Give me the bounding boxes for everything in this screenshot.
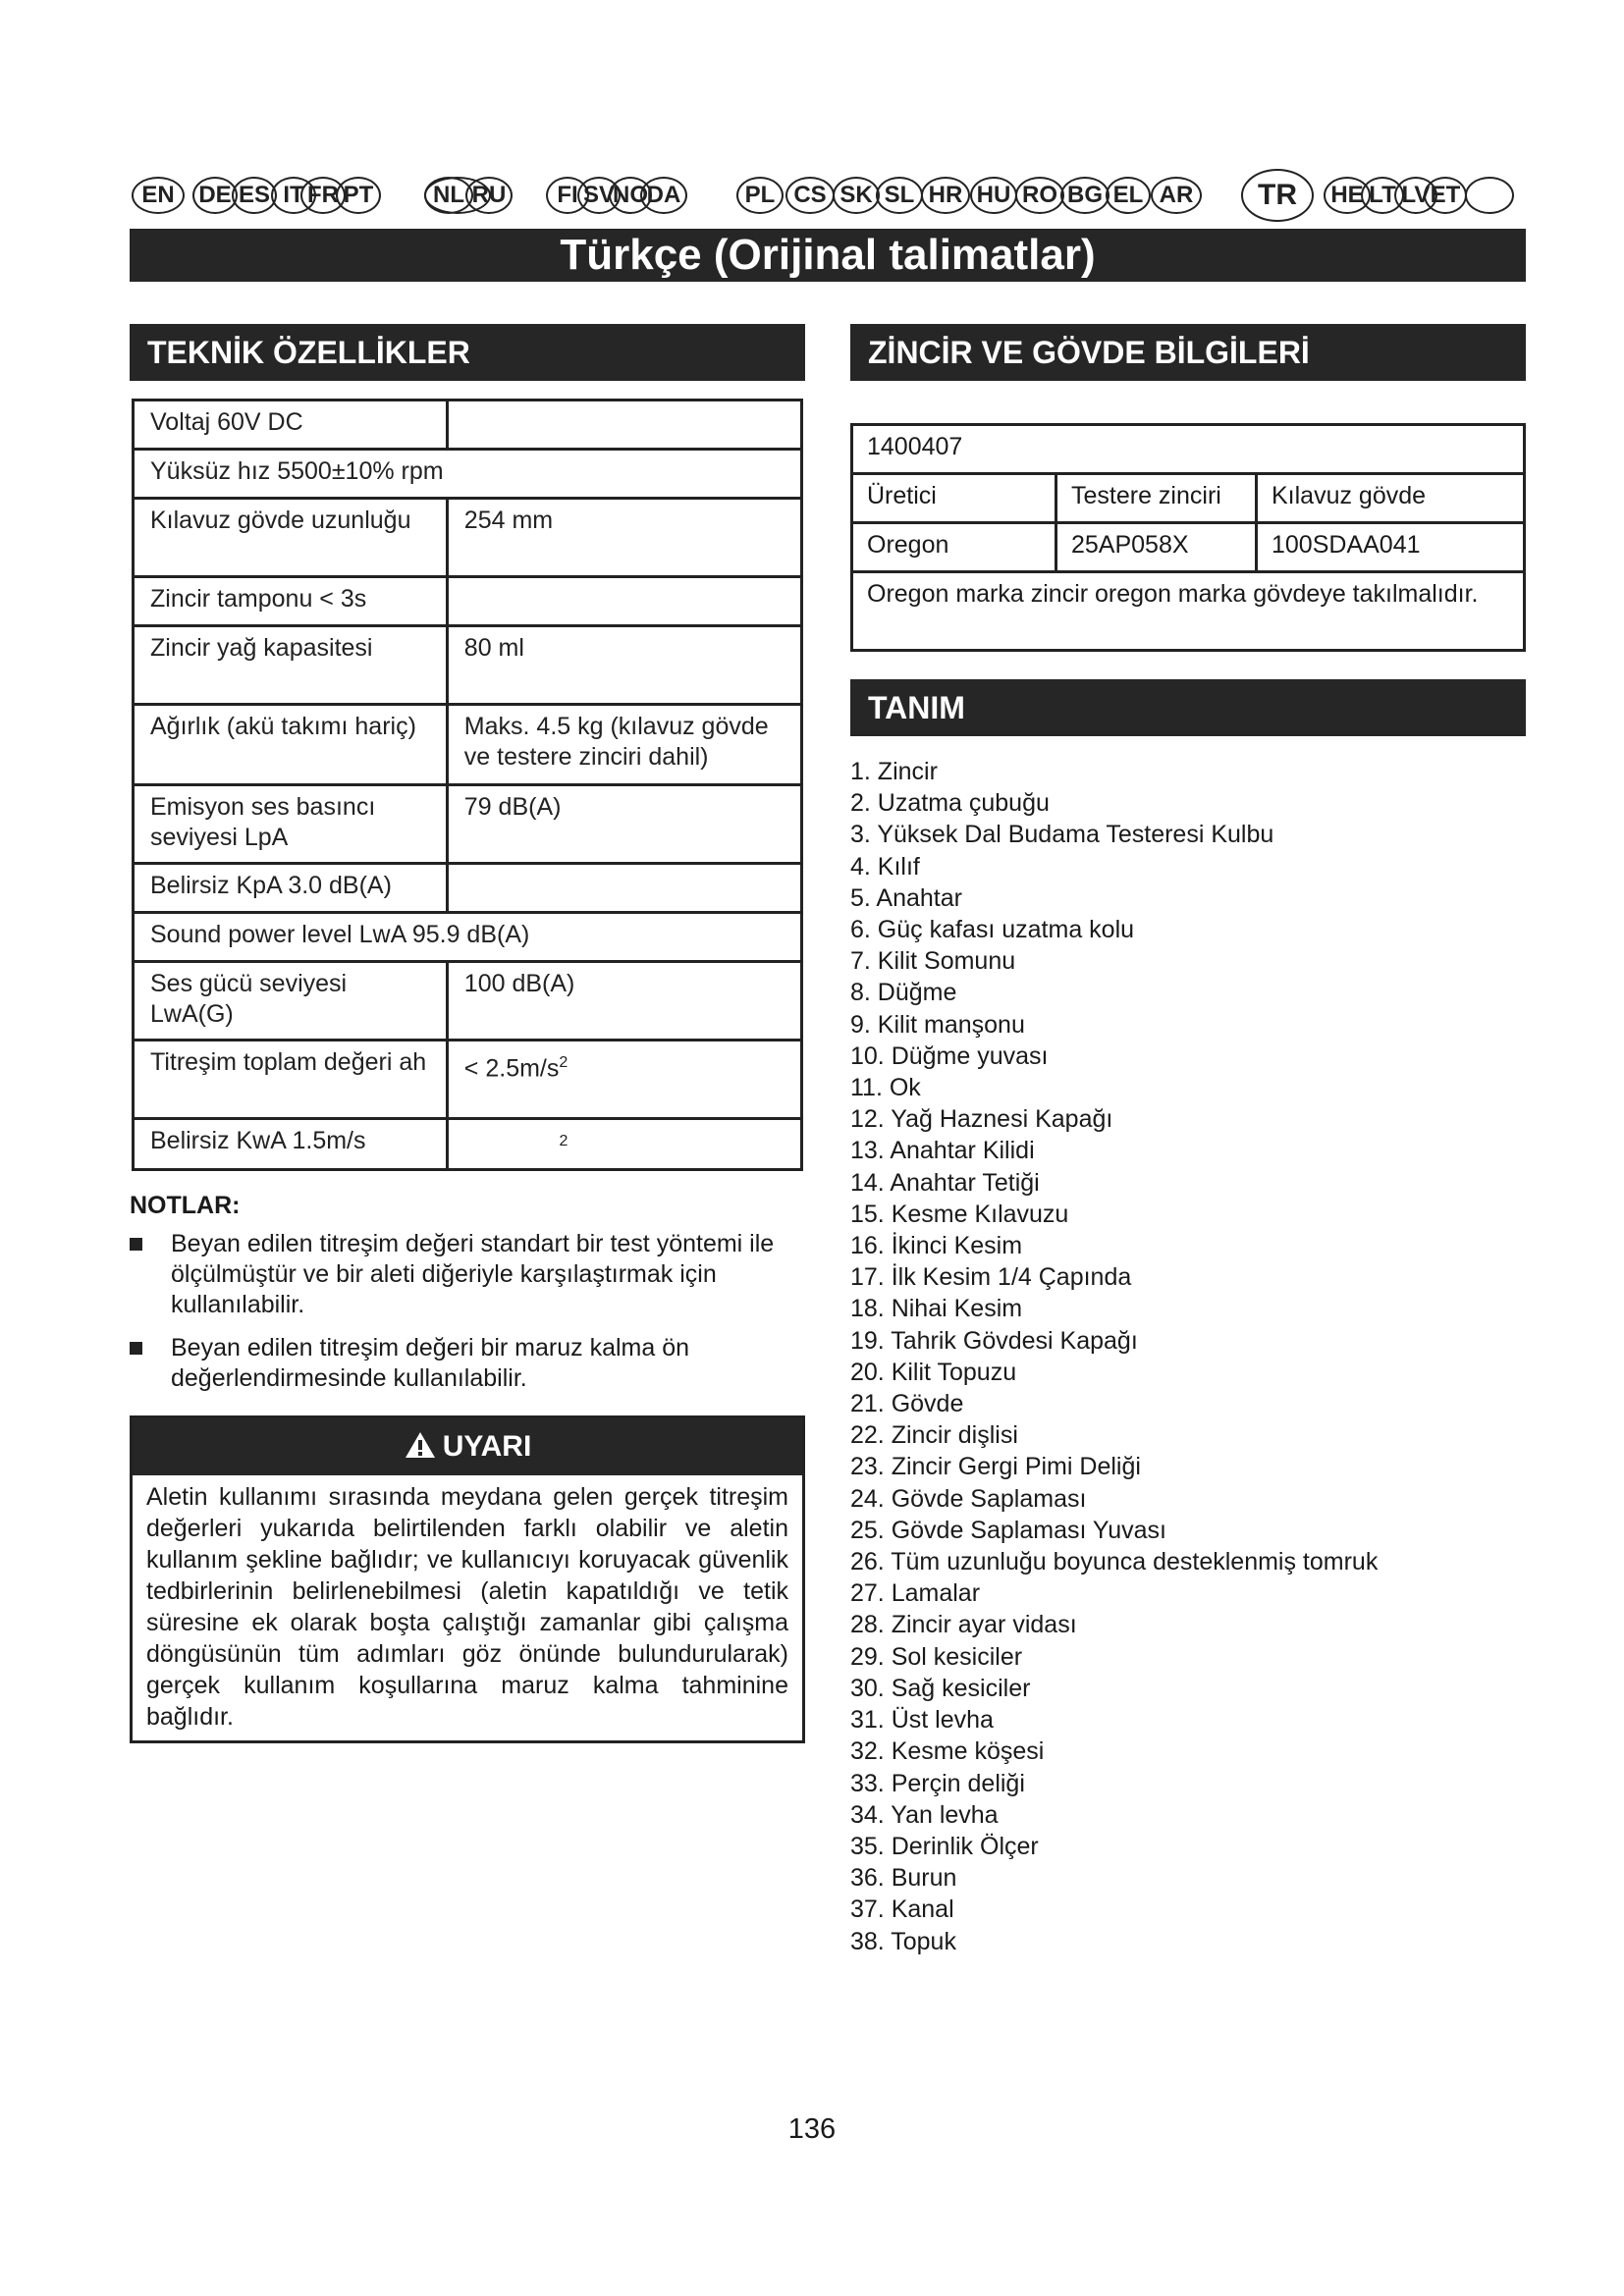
- list-item: 19. Tahrik Gövdesi Kapağı: [850, 1326, 1138, 1355]
- lang-tab-lt[interactable]: LT: [1361, 177, 1404, 214]
- table-cell: Oregon: [852, 523, 1056, 572]
- spec-value-cell: [447, 1119, 801, 1170]
- spec-label: Emisyon ses basıncı seviyesi LpA: [134, 785, 448, 864]
- list-item: 10. Düğme yuvası: [850, 1041, 1049, 1070]
- page-number: 136: [787, 2113, 837, 2145]
- note-text: Beyan edilen titreşim değeri bir maruz kalma ön değerlendirmesinde kullanılabilir.: [171, 1334, 690, 1392]
- lang-tab-lv[interactable]: LV: [1394, 177, 1437, 214]
- list-item: 16. İkinci Kesim: [850, 1232, 1023, 1260]
- spec-value: Maks. 4.5 kg (kılavuz gövde ve testere zinciri dahil): [447, 705, 801, 785]
- list-item: 17. İlk Kesim 1/4 Çapında: [850, 1263, 1132, 1292]
- list-item: 29. Sol kesiciler: [850, 1642, 1023, 1671]
- spec-label: Zincir tamponu < 3s: [134, 577, 448, 626]
- list-item: 28. Zincir ayar vidası: [850, 1611, 1077, 1639]
- list-item: 14. Anahtar Tetiği: [850, 1168, 1040, 1197]
- superscript: 2: [559, 1133, 568, 1149]
- table-row: [134, 626, 802, 705]
- list-item: 35. Derinlik Ölçer: [850, 1832, 1039, 1860]
- table-row: [134, 450, 802, 499]
- bullet-icon: [130, 1342, 142, 1355]
- warning-title: UYARI: [442, 1430, 532, 1463]
- lang-tab-sk[interactable]: SK: [833, 177, 880, 214]
- spec-value: 80 ml: [447, 626, 801, 705]
- list-item: 3. Yüksek Dal Budama Testeresi Kulbu: [850, 821, 1274, 849]
- lang-tab-en[interactable]: EN: [132, 177, 185, 214]
- table-cell: 25AP058X: [1056, 523, 1257, 572]
- list-item: 38. Topuk: [850, 1927, 956, 1955]
- list-item: 27. Lamalar: [850, 1579, 981, 1608]
- table-row: [852, 572, 1525, 651]
- table-row: [852, 425, 1525, 474]
- spec-label: Ağırlık (akü takımı hariç): [134, 705, 448, 785]
- spec-value: 79 dB(A): [447, 785, 801, 864]
- lang-tab-el[interactable]: EL: [1106, 177, 1151, 214]
- specs-table: [132, 399, 803, 1171]
- table-row: [134, 785, 802, 864]
- lang-tab-sv[interactable]: SV: [577, 177, 621, 214]
- table-row: [134, 913, 802, 962]
- list-item: 21. Gövde: [850, 1390, 964, 1418]
- description-heading: TANIM: [850, 679, 1526, 736]
- list-item: 30. Sağ kesiciler: [850, 1674, 1031, 1702]
- lang-tab-blank-end: [1465, 177, 1514, 214]
- parts-list: [850, 756, 1378, 1957]
- table-row: [134, 864, 802, 913]
- list-item: 25. Gövde Saplaması Yuvası: [850, 1516, 1166, 1544]
- list-item: 22. Zincir dişlisi: [850, 1421, 1018, 1450]
- spec-label: Belirsiz KwA 1.5m/s: [134, 1119, 448, 1170]
- lang-tab-hu[interactable]: HU: [970, 177, 1017, 214]
- specs-heading: TEKNİK ÖZELLİKLER: [130, 324, 805, 381]
- list-item: 34. Yan levha: [850, 1800, 999, 1829]
- lang-tab-sl[interactable]: SL: [876, 177, 923, 214]
- list-item: 18. Nihai Kesim: [850, 1295, 1023, 1323]
- chain-note: Oregon marka zincir oregon marka gövdeye takılmalıdır.: [852, 572, 1525, 651]
- spec-label: Voltaj 60V DC: [134, 400, 448, 450]
- spec-value-cell: [447, 1041, 801, 1119]
- spec-label: Yüksüz hız 5500±10% rpm: [134, 450, 802, 499]
- lang-tab-ar[interactable]: AR: [1151, 177, 1202, 214]
- spec-label: Kılavuz gövde uzunluğu: [134, 499, 448, 577]
- list-item: 31. Üst levha: [850, 1706, 994, 1735]
- superscript: 2: [559, 1054, 568, 1071]
- column-header: Kılavuz gövde: [1257, 474, 1525, 523]
- list-item: 2. Uzatma çubuğu: [850, 789, 1050, 818]
- lang-tab-de[interactable]: DE: [192, 177, 238, 214]
- list-item: 5. Anahtar: [850, 883, 962, 912]
- list-item: 9. Kilit manşonu: [850, 1010, 1025, 1039]
- list-item: 4. Kılıf: [850, 852, 920, 881]
- lang-tab-pt[interactable]: PT: [336, 177, 381, 214]
- list-item: 8. Düğme: [850, 979, 957, 1007]
- table-row: [134, 400, 802, 450]
- bullet-icon: [130, 1238, 142, 1251]
- lang-tab-no[interactable]: NO: [609, 177, 652, 214]
- lang-tab-es[interactable]: ES: [232, 177, 277, 214]
- spec-label: Belirsiz KpA 3.0 dB(A): [134, 864, 448, 913]
- list-item: 11. Ok: [850, 1074, 921, 1102]
- note-item: [130, 1229, 807, 1320]
- lang-tab-cs[interactable]: CS: [785, 177, 835, 214]
- table-row: [134, 705, 802, 785]
- table-row: [134, 1041, 802, 1119]
- model-number: 1400407: [852, 425, 1525, 474]
- lang-tab-hr[interactable]: HR: [921, 177, 970, 214]
- lang-tab-pl[interactable]: PL: [736, 177, 784, 214]
- column-header: Üretici: [852, 474, 1056, 523]
- list-item: 20. Kilit Topuzu: [850, 1358, 1017, 1386]
- language-strip: [130, 169, 1524, 218]
- spec-label: Zincir yağ kapasitesi: [134, 626, 448, 705]
- list-item: 1. Zincir: [850, 758, 938, 785]
- spec-value: [447, 400, 801, 450]
- spec-label: Ses gücü seviyesi LwA(G): [134, 962, 448, 1041]
- list-item: 13. Anahtar Kilidi: [850, 1137, 1035, 1165]
- lang-tab-it[interactable]: IT: [271, 177, 316, 214]
- table-cell: 100SDAA041: [1257, 523, 1525, 572]
- list-item: 26. Tüm uzunluğu boyunca desteklenmiş tomruk: [850, 1548, 1379, 1576]
- warning-triangle-icon: [404, 1430, 437, 1460]
- spec-value: 100 dB(A): [447, 962, 801, 1041]
- note-item: [130, 1333, 807, 1394]
- list-item: 37. Kanal: [850, 1896, 954, 1924]
- spec-value: [447, 864, 801, 913]
- page-title: Türkçe (Orijinal talimatlar): [130, 229, 1526, 282]
- warning-header: [133, 1418, 802, 1475]
- list-item: 33. Perçin deliği: [850, 1769, 1025, 1797]
- lang-tab-ru[interactable]: RU: [465, 177, 513, 214]
- table-row: [134, 499, 802, 577]
- list-item: 32. Kesme köşesi: [850, 1737, 1045, 1766]
- table-row: [134, 1119, 802, 1170]
- lang-tab-tr-active[interactable]: TR: [1241, 169, 1314, 222]
- chain-info-table: [850, 423, 1526, 652]
- list-item: 15. Kesme Kılavuzu: [850, 1200, 1069, 1228]
- note-text: Beyan edilen titreşim değeri standart bir test yöntemi ile ölçülmüştür ve bir aleti diğeriyle karşılaştırmak için kullanılabilir.: [171, 1230, 775, 1318]
- table-row: [852, 523, 1525, 572]
- list-item: 24. Gövde Saplaması: [850, 1484, 1087, 1513]
- notes-heading: NOTLAR:: [130, 1192, 241, 1219]
- list-item: 12. Yağ Haznesi Kapağı: [850, 1105, 1113, 1134]
- lang-tab-et[interactable]: ET: [1424, 177, 1467, 214]
- column-header: Testere zinciri: [1056, 474, 1257, 523]
- warning-box: [130, 1415, 805, 1743]
- lang-tab-he[interactable]: HE: [1324, 177, 1371, 214]
- spec-value: < 2.5m/s: [463, 1054, 560, 1083]
- list-item: 36. Burun: [850, 1864, 957, 1893]
- spec-value: [447, 577, 801, 626]
- list-item: 6. Güç kafası uzatma kolu: [850, 916, 1135, 944]
- spec-value: 254 mm: [447, 499, 801, 577]
- lang-tab-da[interactable]: DA: [640, 177, 687, 214]
- list-item: 7. Kilit Somunu: [850, 947, 1016, 976]
- spec-label: Sound power level LwA 95.9 dB(A): [134, 913, 802, 962]
- table-row: [852, 474, 1525, 523]
- warning-text: Aletin kullanımı sırasında meydana gelen gerçek titreşim değerleri yukarıda belirtilenden farklı olabilir ve aletin kullanım şekline bağlıdır; ve kullanıcıyı koruyacak güvenlik tedbirlerinin belirlenebilmesi (aletin kapatıldığı ve tetik süresine ek olarak boşta çalıştığı zamanlar gibi çalışma döngüsünün tüm adımları göz önünde bulundurularak) gerçek kullanım koşullarına maruz kalma tahminine bağlıdır.: [146, 1483, 788, 1731]
- table-row: [134, 962, 802, 1041]
- lang-tab-bg[interactable]: BG: [1060, 177, 1110, 214]
- lang-tab-nl[interactable]: NL: [424, 177, 473, 214]
- lang-tab-fi[interactable]: FI: [546, 177, 589, 214]
- list-item: 23. Zincir Gergi Pimi Deliği: [850, 1453, 1141, 1481]
- chain-info-heading: ZİNCİR VE GÖVDE BİLGİLERİ: [850, 324, 1526, 381]
- table-row: [134, 577, 802, 626]
- lang-tab-ro[interactable]: RO: [1015, 177, 1064, 214]
- lang-tab-fr[interactable]: FR: [300, 177, 346, 214]
- spec-label: Titreşim toplam değeri ah: [134, 1041, 448, 1119]
